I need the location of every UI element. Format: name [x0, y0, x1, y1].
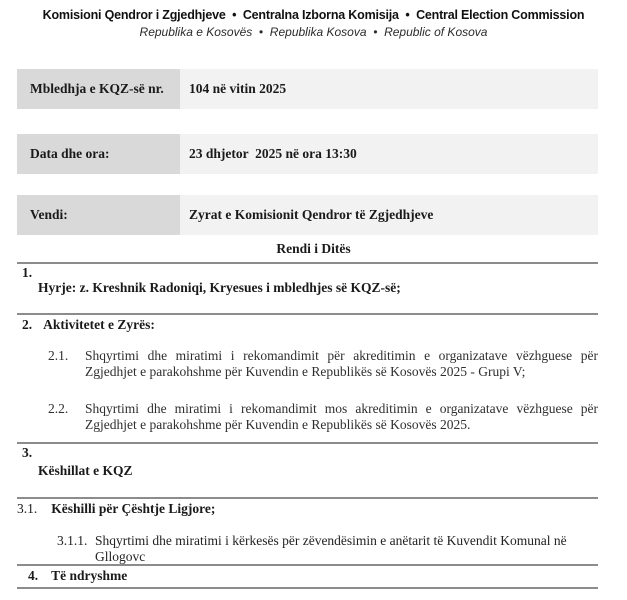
org-title: Komisioni Qendror i Zgjedhjeve • Centralna Izborna Komisija • Central Election Commission [42, 8, 585, 22]
agenda-section-title: Rendi i Ditës [276, 241, 351, 256]
table-row-venue [17, 195, 598, 235]
item-title: Aktivitetet e Zyrës: [43, 317, 155, 332]
row-value: 23 dhjetor 2025 në ora 13:30 [180, 134, 598, 174]
subitem-number: 3.1.1. [57, 533, 88, 548]
table-row-meeting-number [17, 69, 598, 109]
divider [17, 313, 598, 315]
agenda-subitem-3-1-1 [17, 533, 598, 564]
agenda-subitem-2-2 [17, 401, 598, 433]
org-subtitle: Republika e Kosovës • Republika Kosova • Republic of Kosova [139, 25, 488, 39]
item-number: 2. [22, 317, 33, 332]
subitem-text: Shqyrtimi dhe miratimi i rekomandimit mos akreditimin e organizatave vëzhguese për Zgjedhjet e parakohshme për Kuvendin e Republikës së Kosovës 2025. [85, 401, 598, 432]
divider [17, 564, 598, 566]
item-heading [17, 317, 598, 333]
agenda-subitem-2-1 [17, 348, 598, 380]
item-heading [17, 568, 598, 584]
item-number: 3.1. [17, 501, 38, 516]
subitem-text: Shqyrtimi dhe miratimi i kërkesës për zëvendësimin e anëtarit të Kuvendit Komunal në Gllogovc [95, 533, 567, 564]
subitem-number: 2.1. [48, 348, 69, 363]
divider [17, 497, 598, 499]
item-number: 3. [22, 445, 33, 460]
item-title: Të ndryshme [51, 568, 128, 583]
row-label: Vendi: [17, 195, 180, 235]
subitem-text: Shqyrtimi dhe miratimi i rekomandimit për akreditimin e organizatave vëzhguese për Zgjedhjet e parakohshme për Kuvendin e Republikës së Kosovës 2025 - Grupi V; [85, 348, 598, 379]
divider [17, 262, 598, 264]
item-number: 1. [22, 265, 33, 280]
row-label: Data dhe ora: [17, 134, 180, 174]
item-heading [17, 501, 598, 517]
row-value: 104 në vitin 2025 [180, 69, 598, 109]
agenda-item-4 [17, 568, 598, 584]
agenda-item-2 [17, 317, 598, 433]
item-title: Këshillat e KQZ [38, 463, 133, 478]
agenda-item-3 [17, 445, 598, 479]
subitem-number: 2.2. [48, 401, 69, 416]
table-row-date-time [17, 134, 598, 174]
agenda-item-1 [17, 265, 598, 296]
divider [17, 587, 598, 589]
divider [17, 442, 598, 444]
meeting-info-table [17, 69, 598, 235]
agenda-item-3-1 [17, 501, 598, 564]
row-value: Zyrat e Komisionit Qendror të Zgjedhjeve [180, 195, 598, 235]
item-number: 4. [28, 568, 39, 583]
item-title: Hyrje: z. Kreshnik Radoniqi, Kryesues i mbledhjes së KQZ-së; [38, 280, 401, 295]
row-label: Mbledhja e KQZ-së nr. [17, 69, 180, 109]
item-title: Këshilli për Çështje Ligjore; [51, 501, 216, 516]
